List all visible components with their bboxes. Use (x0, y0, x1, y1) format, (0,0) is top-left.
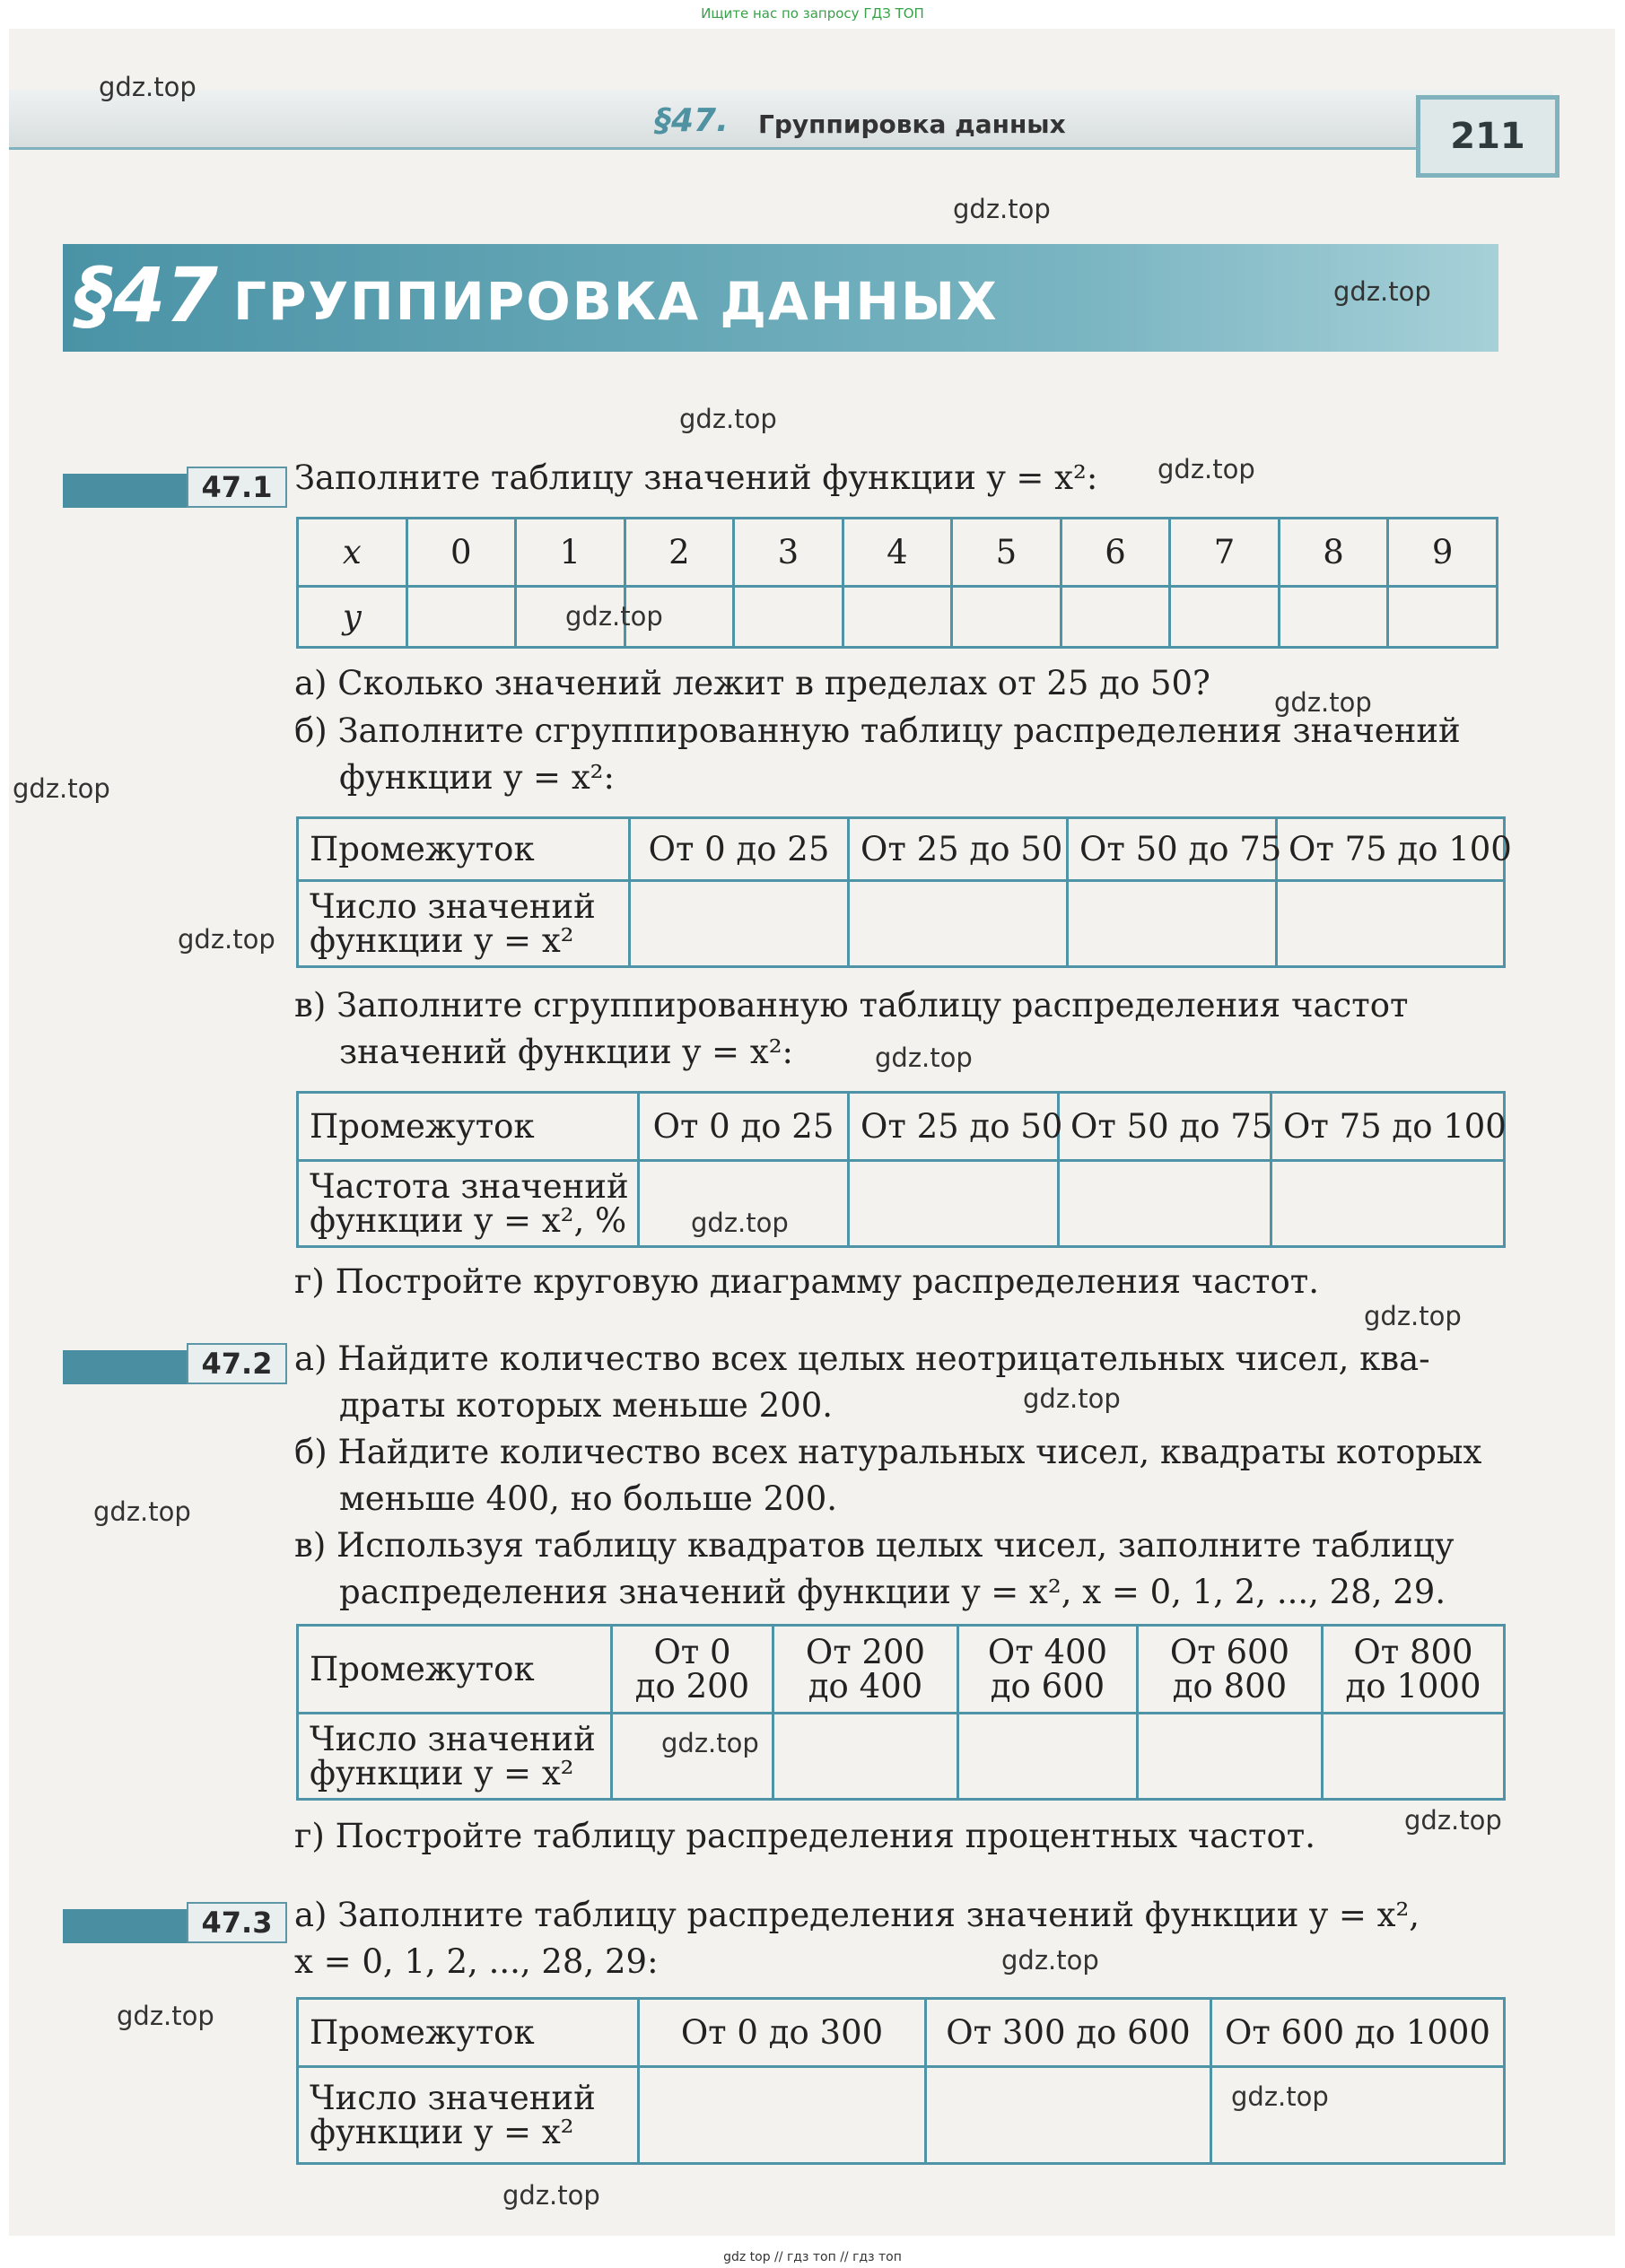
table-header-cell: Промежуток (298, 1626, 612, 1714)
table-row (298, 519, 1498, 587)
table-row (298, 587, 1498, 648)
watermark: gdz.top (1364, 1301, 1462, 1331)
table-cell (1279, 587, 1388, 648)
watermark: gdz.top (13, 773, 110, 804)
interval-line1: От 600 (1169, 1632, 1290, 1671)
table-cell: 2 (625, 519, 734, 587)
interval-line1: От 400 (987, 1632, 1108, 1671)
table-cell (1061, 587, 1170, 648)
watermark: gdz.top (93, 1496, 191, 1527)
row-label-line1: Число значений (310, 1719, 596, 1758)
watermark: gdz.top (1404, 1805, 1502, 1836)
row-label-line1: Число значений (310, 2078, 596, 2117)
table-header-cell (773, 1626, 958, 1714)
problem-47-2-v-line1: в) Используя таблицу квадратов целых чисел, заполните таблицу (294, 1526, 1455, 1565)
table-cell (406, 587, 516, 648)
table-cell (1170, 587, 1280, 648)
watermark: gdz.top (679, 404, 777, 434)
table-cell: 0 (406, 519, 516, 587)
table-row-label (298, 2067, 639, 2164)
problem-number-47-3: 47.3 (187, 1902, 287, 1943)
problem-47-2-v-line2: распределения значений функции y = x², x = 0, 1, 2, ..., 28, 29. (339, 1573, 1446, 1611)
table-header-cell (1138, 1626, 1323, 1714)
table-row-label (298, 881, 630, 967)
chapter-title: ГРУППИРОВКА ДАННЫХ (233, 271, 999, 332)
table-cell: 4 (843, 519, 952, 587)
page-number: 211 (1416, 95, 1559, 178)
interval-line1: От 800 (1353, 1632, 1473, 1671)
problem-47-2-a-line1: а) Найдите количество всех целых неотрицательных чисел, ква- (294, 1339, 1430, 1378)
problem-number-47-2: 47.2 (187, 1343, 287, 1384)
table-row (298, 1626, 1505, 1714)
row-label-line2: функции y = x², % (310, 1200, 627, 1240)
table-cell (1068, 881, 1277, 967)
problem-47-2-a-line2: драты которых меньше 200. (339, 1386, 834, 1425)
table-cell (1323, 1714, 1505, 1800)
problem-47-2-b-line1: б) Найдите количество всех натуральных чисел, квадраты которых (294, 1433, 1482, 1471)
interval-line2: до 200 (634, 1666, 750, 1705)
distribution-table-47-2 (296, 1624, 1506, 1801)
table-cell (952, 587, 1061, 648)
table-cell (630, 881, 849, 967)
chapter-section: §47 (75, 251, 218, 339)
table-row (298, 1714, 1505, 1800)
problem-47-1-prompt: Заполните таблицу значений функции y = x²: (294, 458, 1098, 497)
problem-47-1-b-line1: б) Заполните сгруппированную таблицу распределения значений (294, 711, 1461, 750)
watermark: gdz.top (117, 2001, 214, 2031)
table-row (298, 1093, 1505, 1161)
table-cell (849, 1161, 1059, 1247)
table-header-cell: От 0 до 25 (639, 1093, 849, 1161)
table-cell: 7 (1170, 519, 1280, 587)
problem-47-1-v-line1: в) Заполните сгруппированную таблицу распределения частот (294, 986, 1409, 1025)
problem-marker-bar (63, 474, 187, 508)
interval-line2: до 1000 (1345, 1666, 1481, 1705)
table-cell (926, 2067, 1211, 2164)
problem-marker-bar (63, 1350, 187, 1384)
problem-47-1-v-line2: значений функции y = x²: (339, 1033, 793, 1071)
grouped-values-table (296, 816, 1512, 968)
watermark: gdz.top (178, 924, 275, 955)
row-label-line2: функции y = x² (310, 1753, 574, 1793)
problem-47-3-a-line1: а) Заполните таблицу распределения значений функции y = x², (294, 1896, 1420, 1934)
problem-marker-bar (63, 1909, 187, 1943)
watermark: gdz.top (1001, 1945, 1099, 1976)
watermark: gdz.top (502, 2180, 600, 2211)
table-cell (1271, 1161, 1505, 1247)
interval-line2: до 400 (808, 1666, 923, 1705)
table-row (298, 1161, 1505, 1247)
table-cell (843, 587, 952, 648)
table-header-cell: От 50 до 75 (1068, 818, 1277, 881)
table-cell (773, 1714, 958, 1800)
problem-number-47-1: 47.1 (187, 467, 287, 508)
problem-47-1-b-line2: функции y = x²: (339, 758, 615, 797)
problem-47-1-a: а) Сколько значений лежит в пределах от 25 до 50? (294, 664, 1210, 702)
row-label-line1: Частота значений (310, 1166, 629, 1206)
values-table (296, 517, 1498, 649)
watermark: gdz.top (99, 72, 197, 102)
table-row (298, 818, 1505, 881)
problem-47-2-g: г) Постройте таблицу распределения процентных частот. (294, 1817, 1315, 1855)
watermark: gdz.top (1158, 454, 1255, 484)
table-header-cell: От 50 до 75 (1059, 1093, 1271, 1161)
table-cell: 9 (1388, 519, 1498, 587)
table-header-cell: Промежуток (298, 1093, 639, 1161)
chapter-banner (63, 244, 1498, 352)
row-label-line2: функции y = x² (310, 2112, 574, 2151)
table-cell: 6 (1061, 519, 1170, 587)
table-cell (639, 2067, 926, 2164)
interval-line2: до 600 (990, 1666, 1105, 1705)
running-head-title: Группировка данных (758, 109, 1066, 139)
table-header-cell: От 75 до 100 (1271, 1093, 1505, 1161)
problem-47-3-a-line2: x = 0, 1, 2, ..., 28, 29: (294, 1942, 659, 1981)
interval-line1: От 0 (653, 1632, 731, 1671)
table-header-cell: Промежуток (298, 818, 630, 881)
table-header-cell: Промежуток (298, 1999, 639, 2067)
grouped-frequency-table (296, 1091, 1506, 1248)
table-header-cell: От 25 до 50 (849, 1093, 1059, 1161)
table-header-cell: От 600 до 1000 (1211, 1999, 1505, 2067)
running-head-section: §47. (655, 102, 729, 139)
table-cell (958, 1714, 1138, 1800)
table-cell (1277, 881, 1505, 967)
interval-line1: От 200 (805, 1632, 926, 1671)
watermark: gdz.top (875, 1042, 973, 1073)
table-header-cell: От 0 до 300 (639, 1999, 926, 2067)
table-cell (1059, 1161, 1271, 1247)
watermark: gdz.top (953, 194, 1051, 224)
table-row-label (298, 1714, 612, 1800)
interval-line2: до 800 (1172, 1666, 1288, 1705)
watermark: gdz.top (1023, 1383, 1121, 1414)
row-label-line2: функции y = x² (310, 920, 574, 960)
watermark: gdz.top (661, 1728, 759, 1758)
table-header-cell (612, 1626, 773, 1714)
table-header-cell: От 75 до 100 (1277, 818, 1505, 881)
table-cell: 5 (952, 519, 1061, 587)
table-cell (734, 587, 843, 648)
table-row (298, 881, 1505, 967)
table-cell (849, 881, 1068, 967)
table-row-label (298, 1161, 639, 1247)
table-cell (1388, 587, 1498, 648)
top-note: Ищите нас по запросу ГДЗ ТОП (701, 5, 924, 22)
table-row (298, 1999, 1505, 2067)
watermark: gdz.top (565, 601, 663, 632)
watermark: gdz.top (1333, 276, 1431, 307)
table-header-cell (1323, 1626, 1505, 1714)
table-header-cell: От 25 до 50 (849, 818, 1068, 881)
table-cell: 3 (734, 519, 843, 587)
table-header-cell: От 0 до 25 (630, 818, 849, 881)
bottom-note: gdz top // гдз топ // гдз топ (723, 2250, 902, 2264)
table-header-cell: От 300 до 600 (926, 1999, 1211, 2067)
table-cell (1138, 1714, 1323, 1800)
row-label-line1: Число значений (310, 886, 596, 926)
problem-47-2-b-line2: меньше 400, но больше 200. (339, 1479, 838, 1518)
running-head (9, 90, 1552, 150)
watermark: gdz.top (691, 1208, 789, 1238)
watermark: gdz.top (1231, 2081, 1329, 2112)
table-cell: y (298, 587, 407, 648)
problem-47-1-g: г) Постройте круговую диаграмму распределения частот. (294, 1262, 1320, 1301)
table-cell: 8 (1279, 519, 1388, 587)
table-cell: 1 (516, 519, 625, 587)
watermark: gdz.top (1274, 687, 1372, 718)
table-cell: x (298, 519, 407, 587)
table-header-cell (958, 1626, 1138, 1714)
